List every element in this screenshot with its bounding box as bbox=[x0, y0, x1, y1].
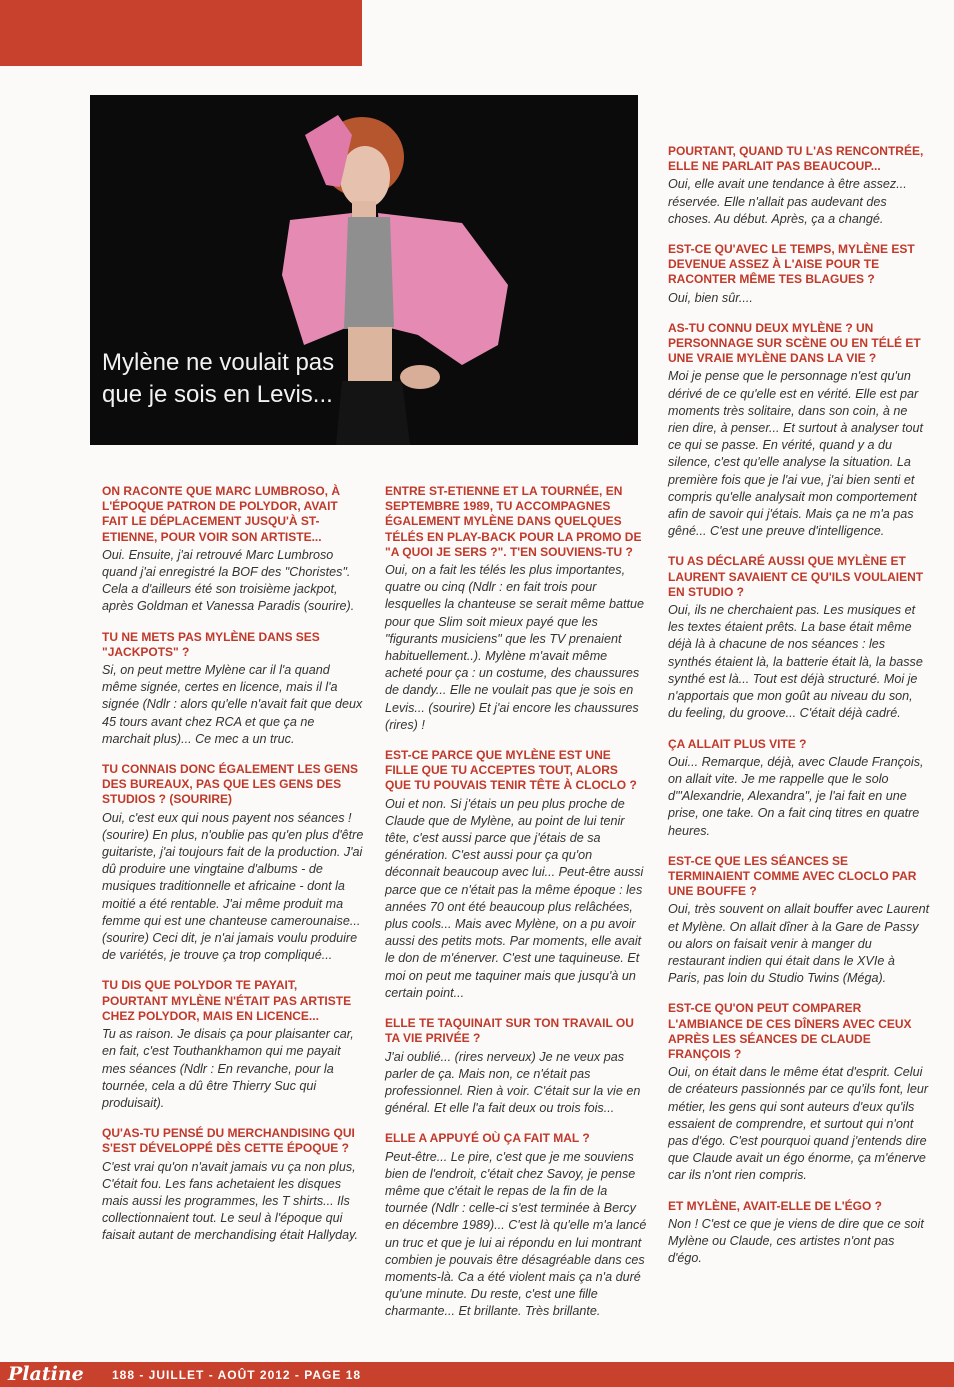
answer-text: C'est vrai qu'on n'avait jamais vu ça non plus, C'était fou. Les fans achetaient les disques mais aussi les programmes, les T shirts... Ils collectionnaient tout. Le seul à l'époque qui faisait autant de merchandising était Hallyday. bbox=[102, 1159, 358, 1243]
answer-text: Oui, bien sûr.... bbox=[668, 290, 753, 305]
answer-text: Oui, ils ne cherchaient pas. Les musiques et les textes étaient prêts. La base était même déjà là à chacune de nos séances : les synthés étaient là, la batterie était là, la basse synthé est là... Tout est déjà structuré. Moi je n'apportais que mon goût au niveau du son, du feeling, du groove... C'était déjà cadré. bbox=[668, 603, 923, 721]
answer-text: Peut-être... Le pire, c'est que je me souviens bien de l'endroit, c'était chez Savoy, je pense même que c'était le repas de la fin de la tournée (Ndlr : celle-ci s'est terminée à Bercy en décembre 1989)... C'est là qu'elle m'a lancé un truc et que je lui ai répondu en lui montrant combien je pouvais être désagréable dans ces moments-là. Ca a été violent mais ça n'a duré qu'une minute. Du reste, c'est une fille charmante... Et brillante. Très brillante. bbox=[385, 1149, 647, 1319]
answer-text: J'ai oublié... (rires nerveux) Je ne veux pas parler de ça. Mais non, ce n'était pas professionnel. Rien à voir. C'était sur la vie en général. Et elle l'a fait deux ou trois fois... bbox=[385, 1049, 641, 1116]
answer-text: Non ! C'est ce que je viens de dire que ce soit Mylène ou Claude, ces artistes n'ont pas d'égo. bbox=[668, 1216, 924, 1266]
caption-line-2: que je sois en Levis... bbox=[102, 381, 333, 408]
photo-caption bbox=[102, 347, 334, 411]
answer-text: Oui, c'est eux qui nous payent nos séances ! (sourire) En plus, n'oublie pas qu'en plus d'être guitariste, j'ai toujours fait de la production. J'ai dû produire une vingtaine d'albums - de musiques traditionnelle et africaine - dont la moitié a été rentable. J'ai même produit ma femme qui est une chanteuse camerounaise... (sourire) Ceci dit, je n'ai jamais voulu produire de variétés, je trouve ça trop compliqué... bbox=[102, 810, 364, 963]
question-heading: ELLE A APPUYÉ OÙ ÇA FAIT MAL ? bbox=[385, 1131, 590, 1146]
magazine-logo: Platine bbox=[8, 1363, 84, 1385]
photo bbox=[90, 95, 638, 445]
question-heading: EST-CE QU'AVEC LE TEMPS, MYLÈNE EST DEVENUE ASSEZ À L'AISE POUR TE RACONTER MÊME TES BLAGUES ? bbox=[668, 242, 915, 287]
answer-text: Si, on peut mettre Mylène car il l'a quand même signée, certes en licence, mais il l'a signée (Ndlr : alors qu'elle n'avait fait que deux 45 tours avant chez RCA et que ça ne marchait plus)... Ce mec a un truc. bbox=[102, 663, 363, 746]
answer-text: Oui. Ensuite, j'ai retrouvé Marc Lumbroso quand j'ai enregistré la BOF des "Choristes". Cela a d'ailleurs été son troisième jackpot, après Goldman et Vanessa Paradis (sourire). bbox=[102, 547, 355, 614]
answer-text: Oui et non. Si j'étais un peu plus proche de Claude que de Mylène, au point de lui tenir tête, c'est aussi parce que j'étais de sa génération. C'est aussi pour ça qu'on déconnait beaucoup avec lui... Peut-être aussi parce que ce n'était pas la même époque : les années 70 ont été beaucoup plus relâchées, plus cools... Mais avec Mylène, on a pu avoir aussi des petits mots. Par moments, elle avait le don de m'énerver. C'est une taquineuse. Et moi on peut me taquiner mais que jusqu'à un certain point... bbox=[385, 796, 644, 1000]
question-heading: ENTRE ST-ETIENNE ET LA TOURNÉE, EN SEPTEMBRE 1989, TU ACCOMPAGNES ÉGALEMENT MYLÈNE DANS QUELQUES TÉLÉS EN PLAY-BACK POUR LA PROMO DE "A QUOI JE SERS ?". T'EN SOUVIENS-TU ? bbox=[385, 484, 642, 559]
answer-text: Moi je pense que le personnage n'est qu'un dérivé de ce qu'elle est en vérité. Elle est par moments très solitaire, dans son coin, à ne rien dire, à penser... Et surtout à analyser tout ce qui se passe. En vérité, quand y a du silence, c'est qu'elle analyse la situation. La première fois que je l'ai vue, j'ai bien senti et compris qu'elle analysait mon comportement afin de savoir qui j'étais. Mais ça ne m'a pas gêné... C'est une preuve d'intelligence. bbox=[668, 369, 924, 539]
question-heading: POURTANT, QUAND TU L'AS RENCONTRÉE, ELLE NE PARLAIT PAS BEAUCOUP... bbox=[668, 144, 924, 174]
question-heading: QU'AS-TU PENSÉ DU MERCHANDISING QUI S'EST DÉVELOPPÉ DÈS CETTE ÉPOQUE ? bbox=[102, 1126, 355, 1156]
answer-text: Oui, elle avait une tendance à être assez... réservée. Elle n'allait pas audevant des choses. Au début. Après, ça a changé. bbox=[668, 177, 907, 226]
article-column-2 bbox=[385, 484, 647, 1335]
corner-accent bbox=[0, 0, 362, 66]
answer-text: Tu as raison. Je disais ça pour plaisanter car, en fait, c'est Touthankhamon qui me payait mes séances (Ndlr : En revanche, pour la tournée, cela a dû être Thierry Suc qui produisait). bbox=[102, 1027, 354, 1110]
question-heading: TU NE METS PAS MYLÈNE DANS SES "JACKPOTS" ? bbox=[102, 629, 320, 659]
question-heading: TU CONNAIS DONC ÉGALEMENT LES GENS DES BUREAUX, PAS QUE LES GENS DES STUDIOS ? (SOURIRE) bbox=[102, 762, 359, 807]
question-heading: ÇA ALLAIT PLUS VITE ? bbox=[668, 736, 807, 751]
answer-text: Oui, on était dans le même état d'esprit. Celui de créateurs passionnés par ce qu'ils font, leur métier, les gens qui sont auteurs d'eux qu'ils essaient de comprendre, et surtout qui n'ont pas d'égo. C'est pourquoi quand j'entends dire que Claude avait un égo énorme, ça m'énerve car ils n'ont rien compris. bbox=[668, 1065, 929, 1183]
question-heading: AS-TU CONNU DEUX MYLÈNE ? UN PERSONNAGE SUR SCÈNE OU EN TÉLÉ ET UNE VRAIE MYLÈNE DANS LA VIE ? bbox=[668, 320, 921, 366]
answer-text: Oui, on a fait les télés les plus importantes, quatre ou cinq (Ndlr : en fait trois pour lesquelles la chanteuse se serait même battue pour que Slim soit mieux payé que les "figurants musiciens" que les TV prenaient habituellement..). Mylène m'avait même acheté pour ça : un costume, des chaussures de dandy... Elle ne voulait pas que je sois en Levis... (sourire) Et j'ai encore les chaussures (rires) ! bbox=[385, 563, 645, 732]
question-heading: TU DIS QUE POLYDOR TE PAYAIT, POURTANT MYLÈNE N'ÉTAIT PAS ARTISTE CHEZ POLYDOR, MAIS EN LICENCE... bbox=[102, 978, 352, 1023]
caption-line-1: Mylène ne voulait pas bbox=[102, 349, 335, 376]
question-heading: ET MYLÈNE, AVAIT-ELLE DE L'ÉGO ? bbox=[668, 1198, 882, 1213]
article-column-1 bbox=[102, 484, 364, 1259]
question-heading: ELLE TE TAQUINAIT SUR TON TRAVAIL OU TA VIE PRIVÉE ? bbox=[385, 1016, 634, 1046]
question-heading: TU AS DÉCLARÉ AUSSI QUE MYLÈNE ET LAURENT SAVAIENT CE QU'ILS VOULAIENT EN STUDIO ? bbox=[668, 554, 924, 599]
answer-text: Oui, très souvent on allait bouffer avec Laurent et Mylène. On allait dîner à la Gare de Passy ou alors on faisait venir à manger du restaurant indien qui était dans le XVIe à Paris, pas loin du Studio Twins (Méga). bbox=[668, 902, 930, 986]
question-heading: ON RACONTE QUE MARC LUMBROSO, À L'ÉPOQUE PATRON DE POLYDOR, AVAIT FAIT LE DÉPLACEMENT JUSQU'À ST-ETIENNE, POUR VOIR SON ARTISTE... bbox=[102, 484, 340, 544]
question-heading: EST-CE QUE LES SÉANCES SE TERMINAIENT COMME AVEC CLOCLO PAR UNE BOUFFE ? bbox=[668, 853, 917, 899]
answer-text: Oui... Remarque, déjà, avec Claude François, on allait vite. Je me rappelle que le solo d'"Alexandrie, Alexandra", je l'ai fait en une prise, one take. On a fait cinq titres en quatre heures. bbox=[668, 754, 924, 838]
question-heading: EST-CE QU'ON PEUT COMPARER L'AMBIANCE DE CES DÎNERS AVEC CEUX APRÈS LES SÉANCES DE CLAUDE FRANÇOIS ? bbox=[668, 1001, 912, 1061]
page-footer-info: 188 - JUILLET - AOÛT 2012 - PAGE 18 bbox=[112, 1368, 362, 1382]
article-column-3 bbox=[668, 144, 930, 1281]
question-heading: EST-CE PARCE QUE MYLÈNE EST UNE FILLE QUE TU ACCEPTES TOUT, ALORS QUE TU POUVAIS TENIR TÊTE À CLOCLO ? bbox=[385, 748, 637, 793]
